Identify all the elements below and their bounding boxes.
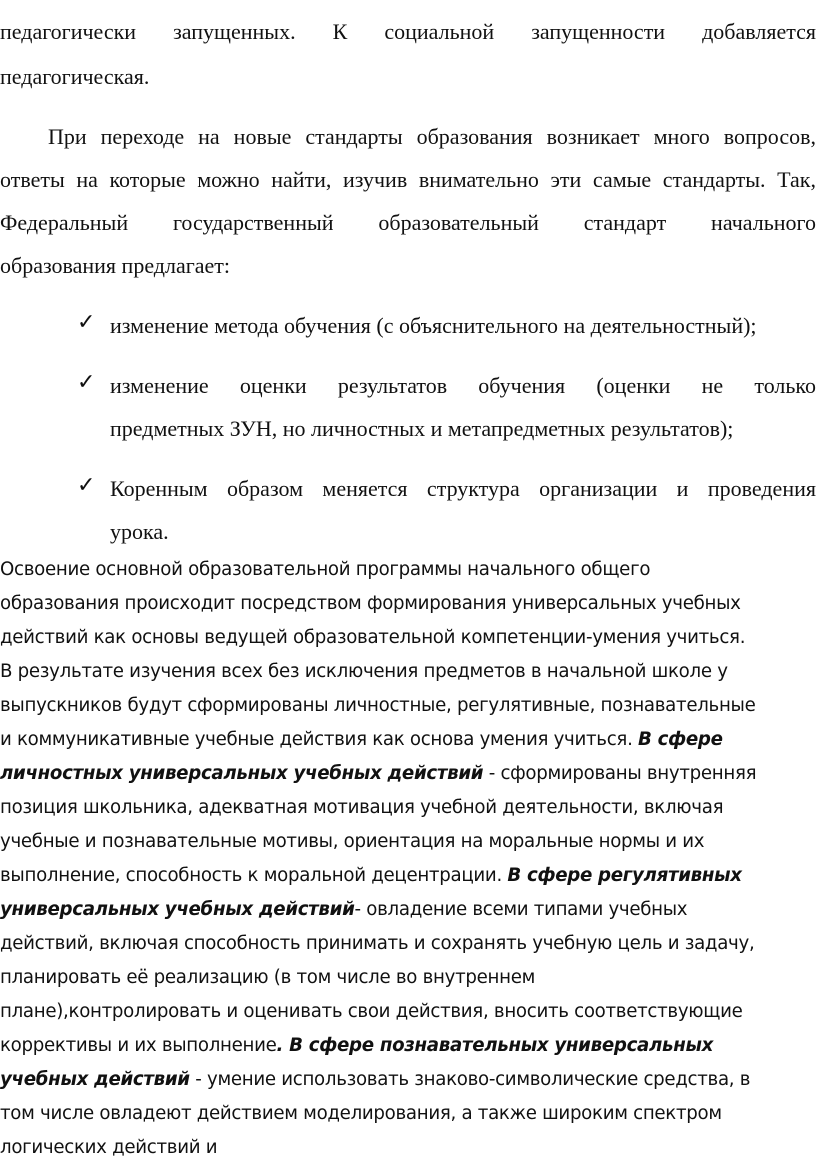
checkmark-icon: ✓ xyxy=(77,473,96,498)
emphasis-text: учебных действий xyxy=(0,1069,190,1090)
checkmark-icon: ✓ xyxy=(77,310,96,335)
paragraph-line-3: Федеральный государственный образовательный стандарт начального xyxy=(0,210,816,235)
body-line-6 xyxy=(0,729,723,750)
body-text: - умение использовать знаково-символические средства, в xyxy=(189,1069,751,1090)
body-line-12: действий, включая способность принимать и сохранять учебную цель и задачу, xyxy=(0,933,755,954)
intro-line-1: педагогически запущенных. К социальной запущенности добавляется xyxy=(0,19,816,44)
body-text: выполнение, способность к моральной децентрации. xyxy=(0,865,508,886)
emphasis-text: универсальных учебных действий xyxy=(0,899,355,920)
emphasis-text: В сфере регулятивных xyxy=(507,865,742,886)
body-line-4: В результате изучения всех без исключения предметов в начальной школе у xyxy=(0,661,728,682)
emphasis-text: личностных универсальных учебных действий xyxy=(0,763,484,784)
body-line-16 xyxy=(0,1069,750,1090)
paragraph-line-2: ответы на которые можно найти, изучив внимательно эти самые стандарты. Так, xyxy=(0,167,816,192)
body-text: коррективы и их выполнение xyxy=(0,1035,277,1056)
body-line-7 xyxy=(0,763,756,784)
body-line-8: позиция школьника, адекватная мотивация учебной деятельности, включая xyxy=(0,797,724,818)
list-item-3-line-2: урока. xyxy=(110,519,169,544)
body-line-15 xyxy=(0,1035,713,1056)
emphasis-text: В сфере xyxy=(638,729,723,750)
checkmark-icon: ✓ xyxy=(77,370,96,395)
list-item-1: изменение метода обучения (с объяснительного на деятельностный); xyxy=(110,313,757,338)
list-item-2-line-2: предметных ЗУН, но личностных и метапредметных результатов); xyxy=(110,416,734,441)
body-text: и коммуникативные учебные действия как основа умения учиться. xyxy=(0,729,639,750)
body-line-3: действий как основы ведущей образовательной компетенции-умения учиться. xyxy=(0,627,746,648)
intro-line-2: педагогическая. xyxy=(0,64,150,89)
body-line-11 xyxy=(0,899,687,920)
body-text: - сформированы внутренняя xyxy=(483,763,757,784)
body-line-18: логических действий и xyxy=(0,1137,218,1158)
body-line-10 xyxy=(0,865,742,886)
emphasis-text: . В сфере познавательных универсальных xyxy=(276,1035,714,1056)
body-line-1: Освоение основной образовательной программы начального общего xyxy=(0,559,651,580)
list-item-2-line-1: изменение оценки результатов обучения (оценки не только xyxy=(110,373,816,398)
body-line-5: выпускников будут сформированы личностные, регулятивные, познавательные xyxy=(0,695,756,716)
body-line-9: учебные и познавательные мотивы, ориентация на моральные нормы и их xyxy=(0,831,705,852)
body-line-2: образования происходит посредством формирования универсальных учебных xyxy=(0,593,741,614)
body-line-17: том числе овладеют действием моделирования, а также широким спектром xyxy=(0,1103,722,1124)
paragraph-line-4: образования предлагает: xyxy=(0,253,231,278)
paragraph-line-1: При переходе на новые стандарты образования возникает много вопросов, xyxy=(48,124,816,149)
list-item-3-line-1: Коренным образом меняется структура организации и проведения xyxy=(110,476,816,501)
body-line-13: планировать её реализацию (в том числе во внутреннем xyxy=(0,967,535,988)
body-text: - овладение всеми типами учебных xyxy=(354,899,688,920)
body-line-14: плане),контролировать и оценивать свои действия, вносить соответствующие xyxy=(0,1001,743,1022)
